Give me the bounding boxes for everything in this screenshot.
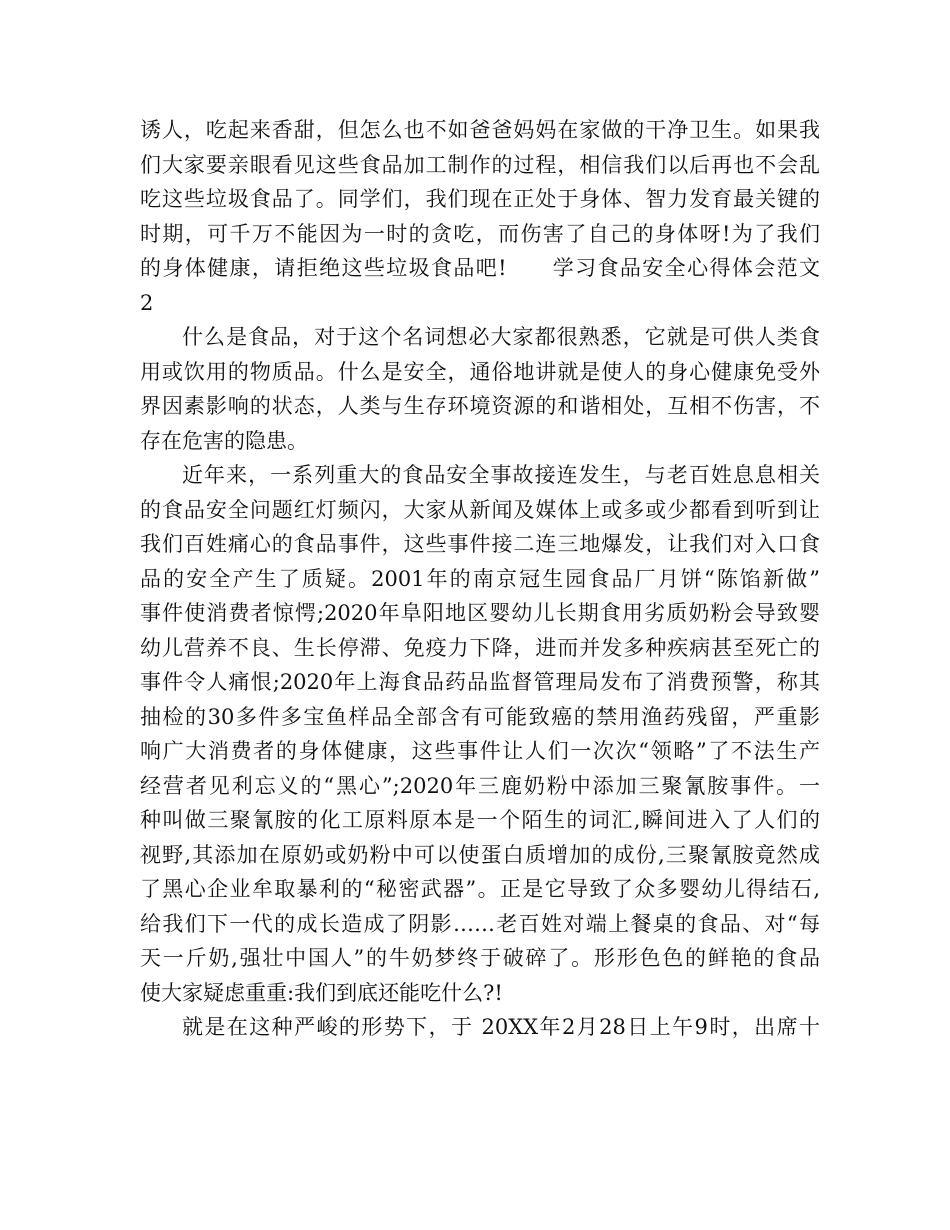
text-line: 我们百姓痛心的食品事件，这些事件接二连三地爆发，让我们对入口食	[140, 532, 820, 556]
text-line: 经营者见利忘义的“黑心”;2020年三鹿奶粉中添加三聚氰胺事件。一	[140, 773, 820, 798]
text-line: 们大家要亲眼看见这些食品加工制作的过程，相信我们以后再也不会乱	[140, 152, 820, 177]
text-line: 视野,其添加在原奶或奶粉中可以使蛋白质增加的成份,三聚氰胺竟然成	[140, 842, 820, 867]
paragraph-definition	[140, 320, 820, 458]
text-line: 的食品安全问题红灯频闪，大家从新闻及媒体上或多或少都看到听到让	[140, 497, 820, 522]
text-line: 事件令人痛恨;2020年上海食品药品监督管理局发布了消费预警，称其	[140, 670, 820, 694]
text-line: 了黑心企业牟取暴利的“秘密武器”。正是它导致了众多婴幼儿得结石,	[140, 877, 820, 901]
text-line: 就是在这种严峻的形势下，于 20XX年2月28日上午9时，出席十	[182, 1015, 820, 1039]
text-line: 响广大消费者的身体健康，这些事件让人们一次次“领略”了不法生产	[140, 739, 820, 763]
text-line: 给我们下一代的成长造成了阴影……老百姓对端上餐桌的食品、对“每	[140, 911, 820, 936]
text-line: 用或饮用的物质品。什么是安全，通俗地讲就是使人的身心健康免受外	[140, 359, 820, 384]
text-line: 诱人，吃起来香甜，但怎么也不如爸爸妈妈在家做的干净卫生。如果我	[140, 118, 820, 142]
text-line: 事件使消费者惊愕;2020年阜阳地区婴幼儿长期食用劣质奶粉会导致婴	[140, 601, 820, 625]
paragraph-intro	[140, 113, 820, 320]
text-line: 2	[140, 290, 154, 315]
document-body	[140, 113, 820, 1045]
text-line: 吃这些垃圾食品了。同学们，我们现在正处于身体、智力发育最关键的	[140, 187, 820, 211]
text-line: 界因素影响的状态，人类与生存环境资源的和谐相处，互相不伤害，不	[140, 394, 820, 418]
paragraph-events	[140, 458, 820, 1010]
text-line: 近年来，一系列重大的食品安全事故接连发生，与老百姓息息相关	[182, 463, 820, 487]
text-line: 幼儿营养不良、生长停滞、免疫力下降，进而并发多种疾病甚至死亡的	[140, 635, 820, 660]
text-line: 的身体健康，请拒绝这些垃圾食品吧! 学习食品安全心得体会范文	[140, 256, 820, 280]
text-line: 存在危害的隐患。	[140, 428, 308, 453]
text-line: 抽检的30多件多宝鱼样品全部含有可能致癌的禁用渔药残留，严重影	[140, 704, 820, 729]
text-line: 什么是食品，对于这个名词想必大家都很熟悉，它就是可供人类食	[182, 325, 820, 349]
text-line: 天一斤奶,强壮中国人”的牛奶梦终于破碎了。形形色色的鲜艳的食品	[140, 946, 820, 970]
text-line: 使大家疑虑重重:我们到底还能吃什么?!	[140, 980, 503, 1005]
text-line: 品的安全产生了质疑。2001年的南京冠生园食品厂月饼“陈馅新做”	[140, 566, 820, 591]
paragraph-closing	[140, 1010, 820, 1045]
text-line: 时期，可千万不能因为一时的贪吃，而伤害了自己的身体呀!为了我们	[140, 221, 820, 246]
text-line: 种叫做三聚氰胺的化工原料原本是一个陌生的词汇,瞬间进入了人们的	[140, 808, 820, 832]
